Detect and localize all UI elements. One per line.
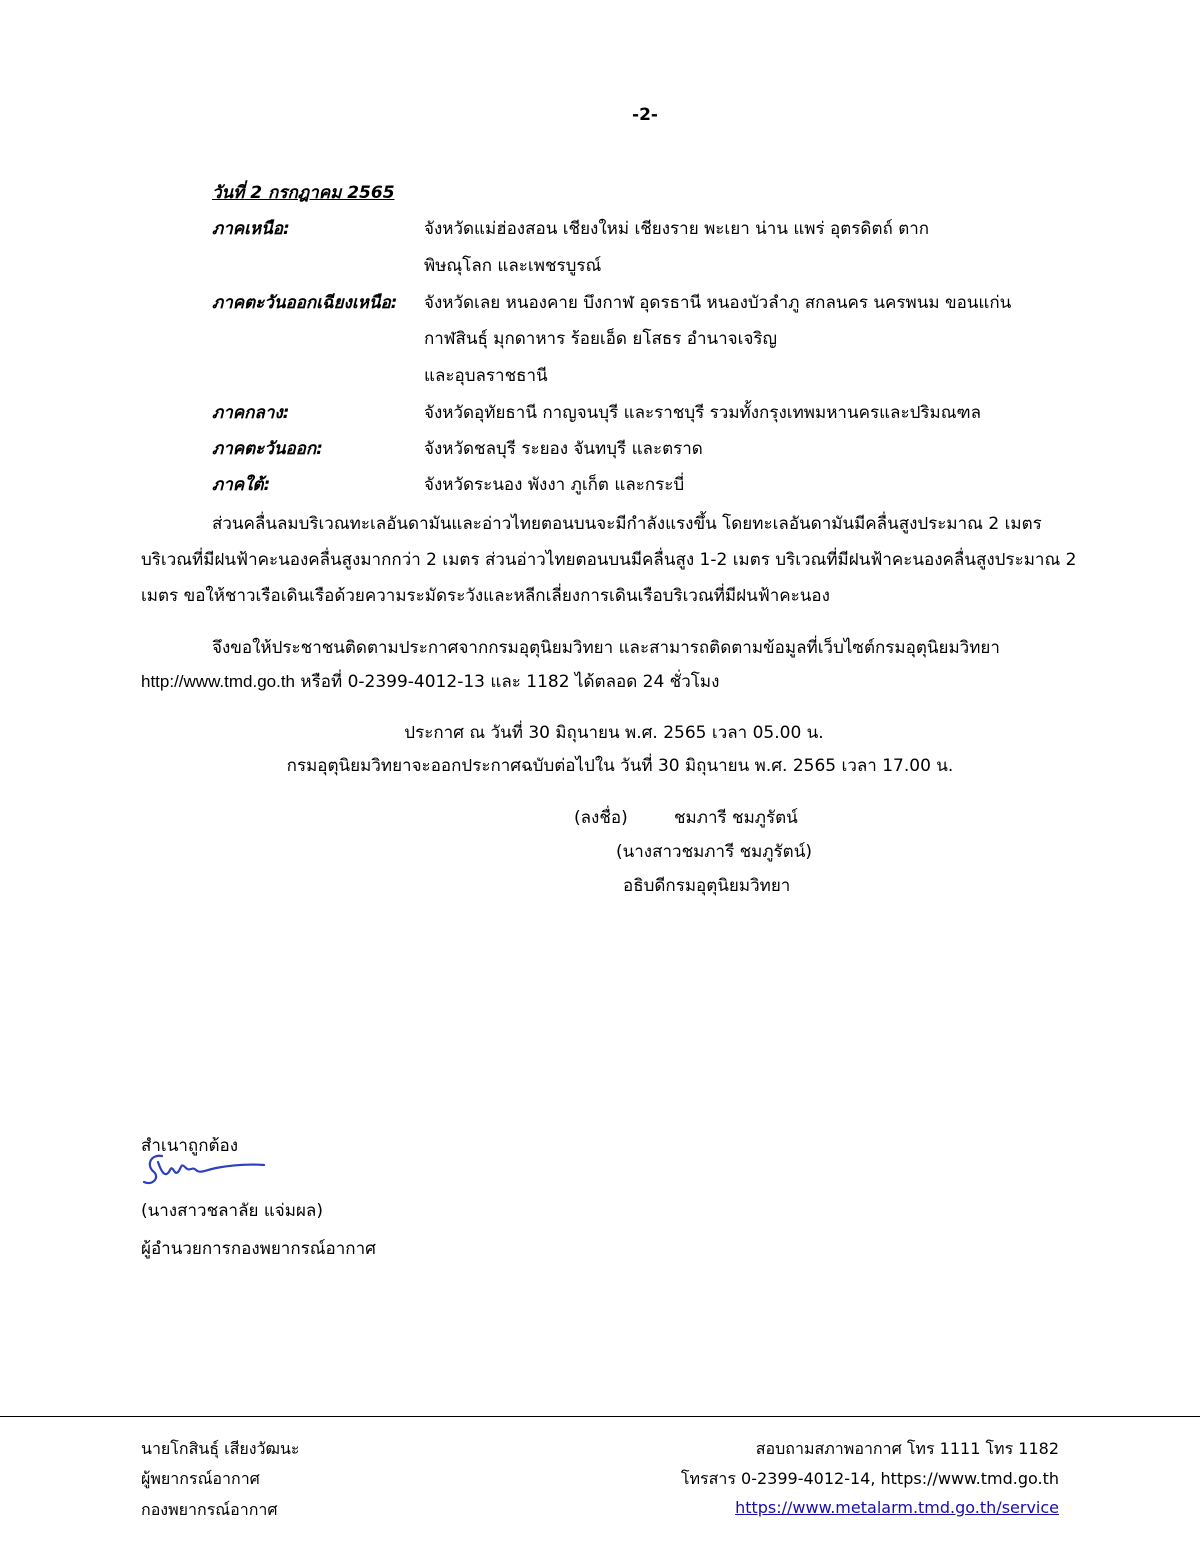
wave-paragraph-line-2: บริเวณที่มีฝนฟ้าคะนองคลื่นสูงมากกว่า 2 เมตร ส่วนอ่าวไทยตอนบนมีคลื่นสูง 1-2 เมตร บริเวณที่มีฝนฟ้าคะนองคลื่นสูงประมาณ 2 — [141, 550, 1077, 570]
region-northeast-line-2: กาฬสินธุ์ มุกดาหาร ร้อยเอ็ด ยโสธร อำนาจเจริญ — [424, 329, 778, 349]
region-northeast-line-3: และอุบลราชธานี — [424, 366, 548, 386]
wave-paragraph-line-3: เมตร ขอให้ชาวเรือเดินเรือด้วยความระมัดระวังและหลีกเลี่ยงการเดินเรือบริเวณที่มีฝนฟ้าคะนอง — [141, 586, 830, 606]
region-north-line-1: จังหวัดแม่ฮ่องสอน เชียงใหม่ เชียงราย พะเยา น่าน แพร่ อุตรดิตถ์ ตาก — [424, 219, 930, 239]
signature-image — [140, 1148, 270, 1190]
signatory-full-name: (นางสาวชมภารี ชมภูรัตน์) — [616, 842, 812, 862]
region-east-label: ภาคตะวันออก: — [212, 439, 323, 459]
announcement-issued: ประกาศ ณ วันที่ 30 มิถุนายน พ.ศ. 2565 เวลา 05.00 น. — [404, 723, 824, 743]
region-south-label: ภาคใต้: — [212, 475, 271, 495]
footer-left-line-1: นายโกสินธุ์ เสียงวัฒนะ — [141, 1439, 300, 1458]
region-northeast-label: ภาคตะวันออกเฉียงเหนือ: — [212, 293, 398, 313]
certified-copy-label: สำเนาถูกต้อง — [141, 1136, 239, 1156]
follow-paragraph-line-1: จึงขอให้ประชาชนติดตามประกาศจากกรมอุตุนิยมวิทยา และสามารถติดตามข้อมูลที่เว็บไซต์กรมอุตุนิยมวิทยา — [212, 638, 1000, 658]
region-north-label: ภาคเหนือ: — [212, 219, 290, 239]
signatory-title: อธิบดีกรมอุตุนิยมวิทยา — [623, 876, 791, 896]
region-northeast-line-1: จังหวัดเลย หนองคาย บึงกาฬ อุดรธานี หนองบัวลำภู สกลนคร นครพนม ขอนแก่น — [424, 293, 1012, 313]
tmd-url[interactable]: http://www.tmd.go.th — [141, 672, 296, 691]
region-north-line-2: พิษณุโลก และเพชรบูรณ์ — [424, 256, 602, 276]
footer-service-link[interactable]: https://www.metalarm.tmd.go.th/service — [735, 1498, 1059, 1517]
announcement-next: กรมอุตุนิยมวิทยาจะออกประกาศฉบับต่อไปใน วันที่ 30 มิถุนายน พ.ศ. 2565 เวลา 17.00 น. — [286, 756, 954, 776]
footer-right-line-2: โทรสาร 0-2399-4012-14, https://www.tmd.go.th — [680, 1469, 1059, 1488]
signed-prefix: (ลงชื่อ) — [574, 808, 628, 828]
contact-text: หรือที่ 0-2399-4012-13 และ 1182 ได้ตลอด 24 ชั่วโมง — [295, 672, 720, 692]
region-central-label: ภาคกลาง: — [212, 403, 290, 423]
page-number: -2- — [632, 105, 658, 125]
footer-left-line-3: กองพยากรณ์อากาศ — [141, 1500, 278, 1519]
follow-paragraph-line-2 — [141, 668, 719, 695]
signed-name: ชมภารี ชมภูรัตน์ — [674, 808, 798, 828]
wave-paragraph-line-1: ส่วนคลื่นลมบริเวณทะเลอันดามันและอ่าวไทยตอนบนจะมีกำลังแรงขึ้น โดยทะเลอันดามันมีคลื่นสูงประมาณ 2 เมตร — [212, 514, 1042, 534]
footer-right-line-1: สอบถามสภาพอากาศ โทร 1111 โทร 1182 — [755, 1439, 1059, 1458]
certified-copy-name: (นางสาวชลาลัย แจ่มผล) — [141, 1201, 323, 1221]
certified-copy-title: ผู้อำนวยการกองพยากรณ์อากาศ — [141, 1239, 376, 1259]
region-central-line-1: จังหวัดอุทัยธานี กาญจนบุรี และราชบุรี รวมทั้งกรุงเทพมหานครและปริมณฑล — [424, 403, 982, 423]
region-south-line-1: จังหวัดระนอง พังงา ภูเก็ต และกระบี่ — [424, 475, 685, 495]
region-east-line-1: จังหวัดชลบุรี ระยอง จันทบุรี และตราด — [424, 439, 703, 459]
footer-divider — [0, 1416, 1200, 1417]
date-heading: วันที่ 2 กรกฎาคม 2565 — [212, 183, 395, 203]
footer-left-line-2: ผู้พยากรณ์อากาศ — [141, 1469, 260, 1488]
